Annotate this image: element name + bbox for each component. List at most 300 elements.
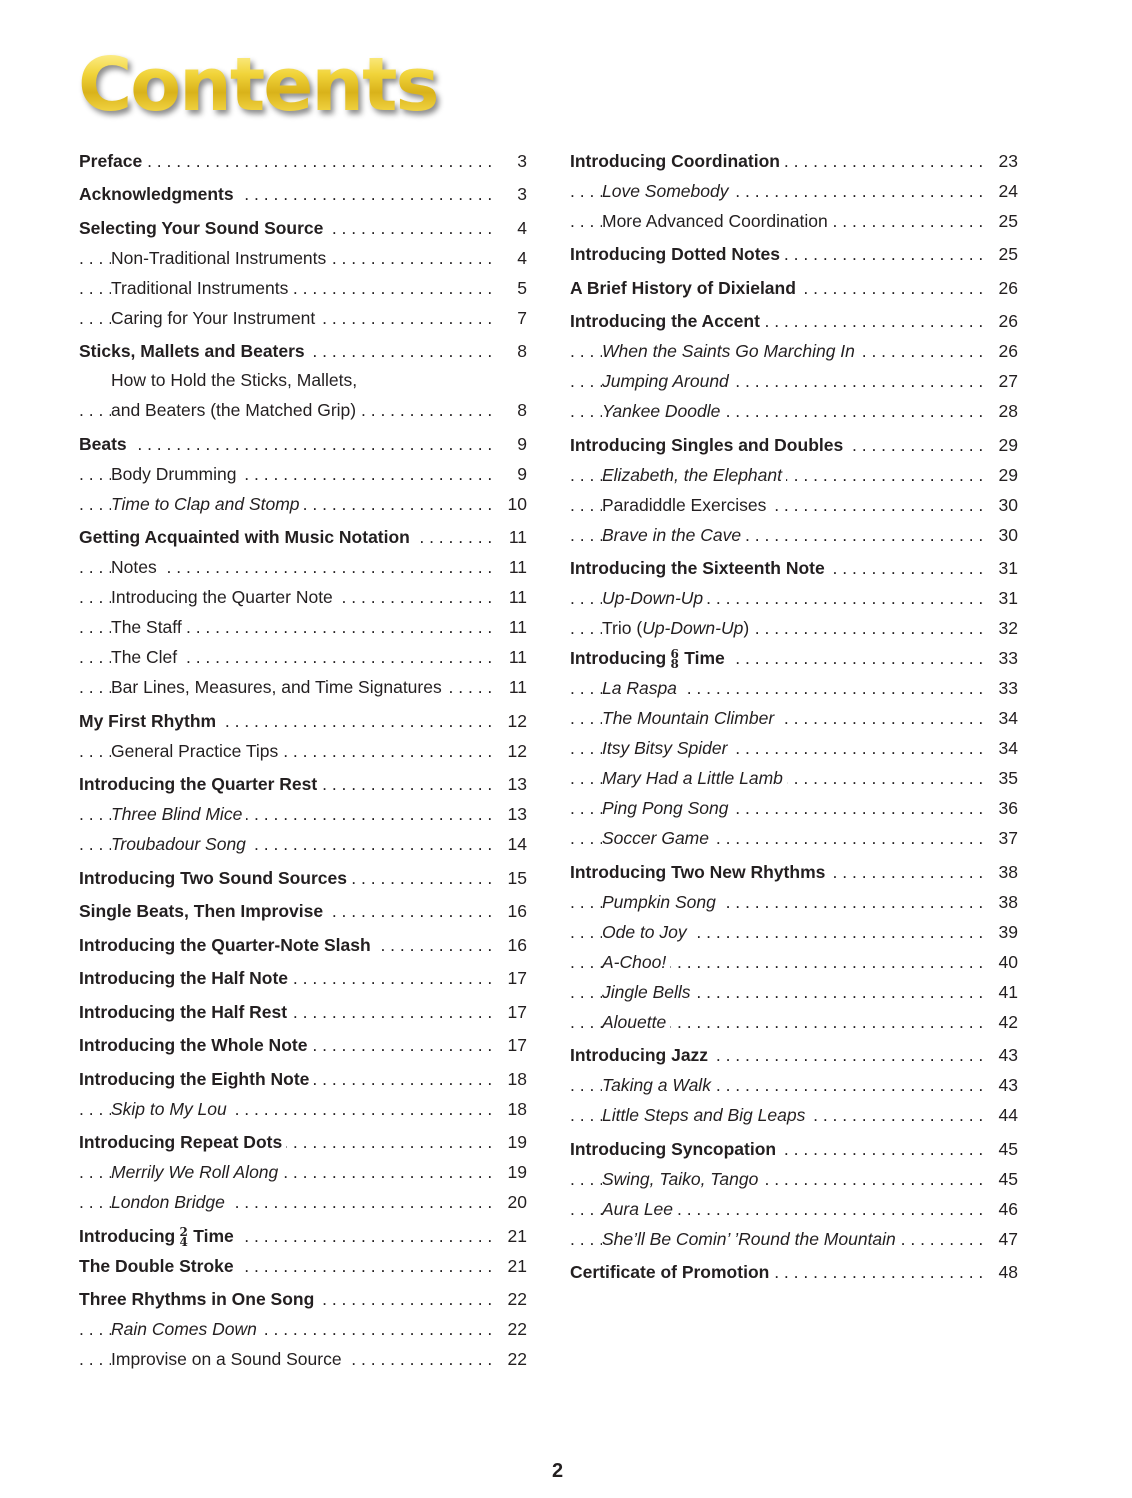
toc-subsection-entry[interactable] [79, 1094, 527, 1124]
entry-page-number: 12 [495, 736, 527, 766]
entry-title: Introducing Two Sound Sources [79, 867, 348, 888]
entry-title-group [111, 459, 240, 489]
entry-page-number: 45 [986, 1134, 1018, 1164]
entry-title: Sticks, Mallets and Beaters [79, 341, 305, 361]
entry-page-number: 16 [495, 930, 527, 960]
entry-title: Pumpkin Song [602, 891, 716, 912]
entry-title: More Advanced Coordination [602, 210, 828, 231]
entry-title: Bar Lines, Measures, and Time Signatures [111, 677, 442, 697]
dot-leader [79, 429, 493, 459]
toc-subsection-entry[interactable] [570, 793, 1018, 823]
entry-page-number: 11 [495, 642, 527, 672]
entry-title-group [111, 1094, 231, 1124]
toc-section-entry[interactable] [79, 706, 527, 736]
toc-subsection-entry[interactable] [570, 490, 1018, 520]
entry-page-number: 33 [986, 643, 1018, 673]
toc-section-entry[interactable] [79, 1284, 527, 1314]
entry-title-suffix: Time [193, 1225, 234, 1246]
entry-title-group [602, 460, 786, 490]
toc-subsection-entry[interactable] [570, 917, 1018, 947]
entry-title-group [111, 1344, 346, 1374]
entry-title: The Staff [111, 617, 182, 637]
entry-title: When the Saints Go Marching In [602, 341, 855, 361]
entry-title: Love Somebody [602, 180, 729, 201]
entry-page-number: 18 [495, 1064, 527, 1094]
toc-section-entry[interactable] [570, 273, 1018, 303]
entry-title: Itsy Bitsy Spider [602, 738, 728, 758]
toc-subsection-entry[interactable] [79, 366, 527, 395]
toc-section-entry[interactable] [79, 769, 527, 799]
toc-section-entry[interactable] [79, 1030, 527, 1060]
entry-title: She’ll Be Comin’ ’Round the Mountain [602, 1228, 896, 1249]
entry-title: Beats [79, 433, 127, 454]
entry-title-italic: Up-Down-Up [642, 618, 744, 638]
entry-title: Acknowledgments [79, 184, 234, 204]
entry-title-group [602, 490, 770, 520]
entry-title: Getting Acquainted with Music Notation [79, 527, 410, 547]
entry-title: Introducing the Sixteenth Note [570, 558, 825, 578]
toc-subsection-entry[interactable] [79, 489, 527, 519]
entry-title: Single Beats, Then Improvise [79, 901, 324, 921]
entry-title-group [79, 1064, 313, 1094]
toc-section-entry[interactable] [570, 239, 1018, 269]
entry-page-number: 19 [495, 1157, 527, 1187]
entry-page-number: 36 [986, 793, 1018, 823]
entry-title-group [602, 1194, 677, 1224]
entry-title: Body Drumming [111, 463, 237, 484]
entry-page-number: 41 [986, 977, 1018, 1007]
entry-page-number: 38 [986, 887, 1018, 917]
toc-subsection-entry[interactable] [570, 673, 1018, 703]
entry-title: Jingle Bells [602, 981, 691, 1002]
entry-title: Introducing Dotted Notes [570, 244, 780, 264]
entry-page-number: 20 [495, 1187, 527, 1217]
entry-title-group [111, 552, 161, 582]
toc-right-column [570, 142, 1018, 1287]
entry-page-number: 38 [986, 857, 1018, 887]
entry-page-number: 17 [495, 997, 527, 1027]
toc-left-column [79, 142, 527, 1374]
entry-title-group [111, 582, 337, 612]
entry-title-group [570, 239, 784, 269]
entry-page-number: 29 [986, 460, 1018, 490]
entry-title-group [111, 612, 186, 642]
entry-title: Little Steps and Big Leaps [602, 1105, 806, 1125]
toc-section-entry[interactable] [79, 336, 527, 366]
entry-title: The Double Stroke [79, 1255, 234, 1276]
entry-title-group [602, 733, 731, 763]
entry-title-group [602, 1164, 762, 1194]
entry-page-number: 17 [495, 963, 527, 993]
toc-section-entry[interactable] [79, 179, 527, 209]
entry-title: Introducing the Quarter Note [111, 587, 333, 607]
entry-title-group [602, 1007, 670, 1037]
toc-subsection-entry[interactable] [570, 1007, 1018, 1037]
entry-title-group [602, 336, 859, 366]
entry-title-group [111, 303, 319, 333]
entry-title-suffix: ) [743, 618, 750, 638]
entry-title-group [570, 306, 764, 336]
entry-title: Improvise on a Sound Source [111, 1349, 342, 1369]
toc-subsection-entry[interactable] [79, 395, 527, 425]
toc-section-entry[interactable] [570, 553, 1018, 583]
entry-title-group [111, 799, 246, 829]
entry-title-group [79, 963, 292, 993]
entry-title: and Beaters (the Matched Grip) [111, 400, 357, 420]
entry-title-group [570, 273, 800, 303]
entry-page-number: 31 [986, 553, 1018, 583]
toc-section-entry[interactable] [79, 1221, 527, 1251]
entry-title: General Practice Tips [111, 740, 279, 761]
entry-title: Taking a Walk [602, 1075, 711, 1095]
toc-subsection-entry[interactable] [570, 977, 1018, 1007]
entry-title: Introducing the Half Rest [79, 1001, 288, 1022]
entry-page-number: 22 [495, 1344, 527, 1374]
toc-section-entry[interactable] [570, 1040, 1018, 1070]
time-signature-bottom: 4 [179, 1234, 188, 1249]
entry-title: Introducing [79, 1225, 176, 1246]
entry-page-number: 9 [495, 429, 527, 459]
entry-title: Introducing the Eighth Note [79, 1068, 310, 1089]
entry-page-number: 12 [495, 706, 527, 736]
entry-page-number: 29 [986, 430, 1018, 460]
toc-subsection-entry[interactable] [79, 459, 527, 489]
toc-subsection-entry[interactable] [570, 460, 1018, 490]
toc-subsection-entry[interactable] [570, 947, 1018, 977]
entry-page-number: 32 [986, 613, 1018, 643]
entry-title: A-Choo! [602, 951, 667, 972]
time-signature-bottom: 8 [670, 657, 679, 671]
toc-subsection-entry[interactable] [570, 703, 1018, 733]
entry-page-number: 25 [986, 239, 1018, 269]
toc-section-entry[interactable] [79, 1064, 527, 1094]
toc-subsection-entry[interactable] [570, 366, 1018, 396]
entry-page-number: 24 [986, 176, 1018, 206]
entry-title-group [570, 146, 784, 176]
toc-subsection-entry[interactable] [570, 336, 1018, 366]
toc-section-entry[interactable] [79, 522, 527, 552]
entry-page-number: 35 [986, 763, 1018, 793]
entry-title-group [79, 179, 238, 209]
entry-title-group [79, 769, 321, 799]
entry-title-group [570, 1257, 773, 1287]
entry-title-group [79, 429, 131, 459]
entry-title: Introducing Coordination [570, 150, 780, 171]
toc-subsection-entry[interactable] [570, 1100, 1018, 1130]
entry-title: Introducing the Quarter Rest [79, 774, 318, 794]
toc-section-entry[interactable] [570, 146, 1018, 176]
entry-page-number: 44 [986, 1100, 1018, 1130]
toc-section-entry[interactable] [79, 863, 527, 893]
entry-page-number: 46 [986, 1194, 1018, 1224]
toc-subsection-entry[interactable] [570, 733, 1018, 763]
entry-page-number: 4 [495, 213, 527, 243]
entry-title-group [602, 977, 695, 1007]
entry-page-number: 3 [495, 146, 527, 176]
entry-page-number: 11 [495, 522, 527, 552]
entry-title: A Brief History of Dixieland [570, 277, 796, 298]
toc-section-entry[interactable] [570, 306, 1018, 336]
toc-subsection-entry[interactable] [79, 1314, 527, 1344]
entry-title: Three Blind Mice [111, 804, 243, 824]
toc-subsection-entry[interactable] [79, 612, 527, 642]
entry-page-number: 43 [986, 1070, 1018, 1100]
entry-title-group [602, 1070, 715, 1100]
entry-title: Jumping Around [602, 371, 729, 391]
entry-title: Caring for Your Instrument [111, 307, 316, 328]
entry-page-number: 21 [495, 1251, 527, 1281]
entry-page-number: 11 [495, 612, 527, 642]
entry-title: Introducing Two New Rhythms [570, 861, 826, 882]
entry-title: Time to Clap and Stomp [111, 493, 300, 514]
toc-subsection-entry[interactable] [79, 273, 527, 303]
toc-subsection-entry[interactable] [79, 642, 527, 672]
entry-title: Introducing the Whole Note [79, 1035, 308, 1055]
toc-subsection-entry[interactable] [79, 552, 527, 582]
toc-section-entry[interactable] [79, 963, 527, 993]
time-signature-icon [178, 1224, 189, 1249]
entry-page-number: 34 [986, 733, 1018, 763]
entry-title-group [111, 672, 446, 702]
entry-title: Swing, Taiko, Tango [602, 1168, 759, 1189]
entry-page-number: 7 [495, 303, 527, 333]
entry-title: Selecting Your Sound Source [79, 217, 324, 238]
entry-title: Introducing Syncopation [570, 1138, 777, 1159]
entry-title-group [602, 703, 778, 733]
entry-page-number: 13 [495, 769, 527, 799]
entry-title-group [602, 583, 707, 613]
entry-page-number: 42 [986, 1007, 1018, 1037]
entry-title: Yankee Doodle [602, 401, 721, 421]
entry-title: Ode to Joy [602, 921, 687, 942]
toc-subsection-entry[interactable] [79, 243, 527, 273]
toc-section-entry[interactable] [79, 213, 527, 243]
entry-page-number: 11 [495, 672, 527, 702]
toc-subsection-entry[interactable] [570, 583, 1018, 613]
entry-page-number: 30 [986, 520, 1018, 550]
entry-page-number: 8 [495, 336, 527, 366]
entry-title-suffix: Time [684, 648, 725, 668]
entry-title-group [79, 146, 146, 176]
toc-subsection-entry[interactable] [570, 1224, 1018, 1254]
entry-page-number: 22 [495, 1314, 527, 1344]
entry-title: Brave in the Cave [602, 524, 742, 545]
entry-title: Three Rhythms in One Song [79, 1289, 315, 1309]
entry-title: Notes [111, 557, 157, 577]
toc-subsection-entry[interactable] [79, 1157, 527, 1187]
entry-title-group [570, 553, 829, 583]
entry-title-group [570, 1040, 712, 1070]
entry-title-group [602, 176, 732, 206]
toc-subsection-entry[interactable] [79, 1187, 527, 1217]
entry-page-number: 18 [495, 1094, 527, 1124]
toc-section-entry[interactable] [79, 1251, 527, 1281]
toc-subsection-entry[interactable] [79, 303, 527, 333]
entry-title-group [111, 1157, 282, 1187]
entry-page-number: 48 [986, 1257, 1018, 1287]
entry-title-group [79, 896, 327, 926]
entry-title-group [79, 1127, 286, 1157]
entry-page-number: 47 [986, 1224, 1018, 1254]
entry-title-group [602, 793, 733, 823]
entry-title: Aura Lee [602, 1198, 674, 1219]
toc-subsection-entry[interactable] [570, 887, 1018, 917]
entry-page-number: 22 [495, 1284, 527, 1314]
entry-title: The Mountain Climber [602, 708, 775, 728]
entry-title-group [602, 366, 733, 396]
toc-section-entry[interactable] [79, 896, 527, 926]
entry-page-number: 3 [495, 179, 527, 209]
entry-title-group [111, 395, 360, 425]
toc-subsection-entry[interactable] [570, 613, 1018, 643]
entry-title-group [111, 829, 250, 859]
entry-page-number: 37 [986, 823, 1018, 853]
entry-title-group [111, 1314, 261, 1344]
time-signature-icon [669, 649, 680, 669]
entry-title: Introducing Repeat Dots [79, 1132, 283, 1152]
toc-section-entry[interactable] [570, 643, 1018, 673]
entry-title-group [79, 1284, 318, 1314]
entry-page-number: 10 [495, 489, 527, 519]
entry-title: Rain Comes Down [111, 1319, 257, 1339]
entry-title-group [111, 243, 330, 273]
toc-subsection-entry[interactable] [79, 672, 527, 702]
toc-subsection-entry[interactable] [570, 206, 1018, 236]
time-signature-top: 2 [179, 1224, 188, 1239]
entry-title-group [111, 366, 361, 395]
toc-section-entry[interactable] [570, 1257, 1018, 1287]
entry-title: Merrily We Roll Along [111, 1162, 279, 1182]
entry-title-group [602, 520, 745, 550]
entry-title-group [570, 643, 729, 673]
entry-title: How to Hold the Sticks, Mallets, [111, 370, 358, 390]
entry-title-group [570, 857, 829, 887]
entry-title-group [602, 917, 691, 947]
toc-subsection-entry[interactable] [570, 520, 1018, 550]
entry-page-number: 11 [495, 582, 527, 612]
entry-title-group [111, 489, 304, 519]
toc-section-entry[interactable] [79, 429, 527, 459]
entry-title: The Clef [111, 647, 178, 667]
entry-page-number: 9 [495, 459, 527, 489]
entry-title-group [602, 887, 720, 917]
entry-title: Paradiddle Exercises [602, 494, 767, 515]
entry-page-number: 17 [495, 1030, 527, 1060]
entry-title-group [79, 213, 327, 243]
entry-page-number: 26 [986, 273, 1018, 303]
toc-subsection-entry[interactable] [570, 176, 1018, 206]
entry-title-group [602, 1224, 900, 1254]
toc-section-entry[interactable] [570, 430, 1018, 460]
entry-page-number: 45 [986, 1164, 1018, 1194]
entry-page-number: 30 [986, 490, 1018, 520]
toc-section-entry[interactable] [570, 857, 1018, 887]
toc-section-entry[interactable] [79, 930, 527, 960]
entry-title-group [602, 613, 753, 643]
entry-title-group [602, 947, 670, 977]
entry-title-group [570, 430, 847, 460]
toc-subsection-entry[interactable] [79, 799, 527, 829]
entry-page-number: 14 [495, 829, 527, 859]
toc-subsection-entry[interactable] [570, 1070, 1018, 1100]
entry-title-group [79, 1251, 238, 1281]
entry-title-group [602, 673, 681, 703]
entry-title-group [602, 206, 832, 236]
toc-subsection-entry[interactable] [570, 1194, 1018, 1224]
entry-page-number: 31 [986, 583, 1018, 613]
entry-title: Introducing the Quarter-Note Slash [79, 934, 371, 955]
entry-title-group [79, 336, 309, 366]
entry-title-group [602, 763, 787, 793]
entry-title: Introducing the Half Note [79, 968, 289, 988]
entry-title-group [111, 736, 282, 766]
entry-page-number: 40 [986, 947, 1018, 977]
entry-page-number: 26 [986, 306, 1018, 336]
entry-page-number: 25 [986, 206, 1018, 236]
entry-title: Introducing Singles and Doubles [570, 434, 844, 455]
toc-section-entry[interactable] [79, 1127, 527, 1157]
entry-title-group [602, 396, 724, 426]
entry-page-number: 26 [986, 336, 1018, 366]
entry-page-number: 15 [495, 863, 527, 893]
entry-title: Mary Had a Little Lamb [602, 768, 783, 788]
entry-title: Introducing Jazz [570, 1045, 709, 1065]
entry-title: Non-Traditional Instruments [111, 247, 327, 268]
entry-title-group [602, 1100, 809, 1130]
entry-title-group [111, 1187, 229, 1217]
entry-title: Up-Down-Up [602, 588, 704, 608]
entry-page-number: 11 [495, 552, 527, 582]
entry-page-number: 21 [495, 1221, 527, 1251]
entry-page-number: 23 [986, 146, 1018, 176]
toc-section-entry[interactable] [79, 146, 527, 176]
toc-subsection-entry[interactable] [79, 582, 527, 612]
entry-title: Traditional Instruments [111, 277, 289, 298]
entry-title: London Bridge [111, 1192, 225, 1212]
entry-page-number: 4 [495, 243, 527, 273]
toc-subsection-entry[interactable] [570, 1164, 1018, 1194]
entry-title-group [79, 522, 414, 552]
toc-subsection-entry[interactable] [570, 396, 1018, 426]
entry-page-number: 33 [986, 673, 1018, 703]
toc-subsection-entry[interactable] [79, 829, 527, 859]
entry-title-group [79, 1221, 238, 1251]
toc-section-entry[interactable] [570, 1134, 1018, 1164]
entry-page-number: 19 [495, 1127, 527, 1157]
entry-title: Trio ( [602, 618, 643, 638]
entry-page-number: 39 [986, 917, 1018, 947]
entry-title: Introducing the Accent [570, 311, 760, 331]
entry-title-group [79, 930, 375, 960]
page-number: 2 [552, 1460, 564, 1482]
entry-title: La Raspa [602, 678, 677, 698]
entry-title: Introducing [570, 648, 667, 668]
entry-page-number: 34 [986, 703, 1018, 733]
entry-title: Alouette [602, 1011, 667, 1032]
toc-subsection-entry[interactable] [79, 736, 527, 766]
entry-title-group [79, 1030, 311, 1060]
entry-page-number: 28 [986, 396, 1018, 426]
toc-subsection-entry[interactable] [570, 823, 1018, 853]
toc-subsection-entry[interactable] [570, 763, 1018, 793]
toc-subsection-entry[interactable] [79, 1344, 527, 1374]
toc-section-entry[interactable] [79, 997, 527, 1027]
entry-title: Skip to My Lou [111, 1098, 227, 1119]
entry-title-group [79, 863, 351, 893]
entry-title: Ping Pong Song [602, 798, 729, 818]
entry-title: Troubadour Song [111, 834, 246, 854]
entry-title: Soccer Game [602, 828, 709, 848]
